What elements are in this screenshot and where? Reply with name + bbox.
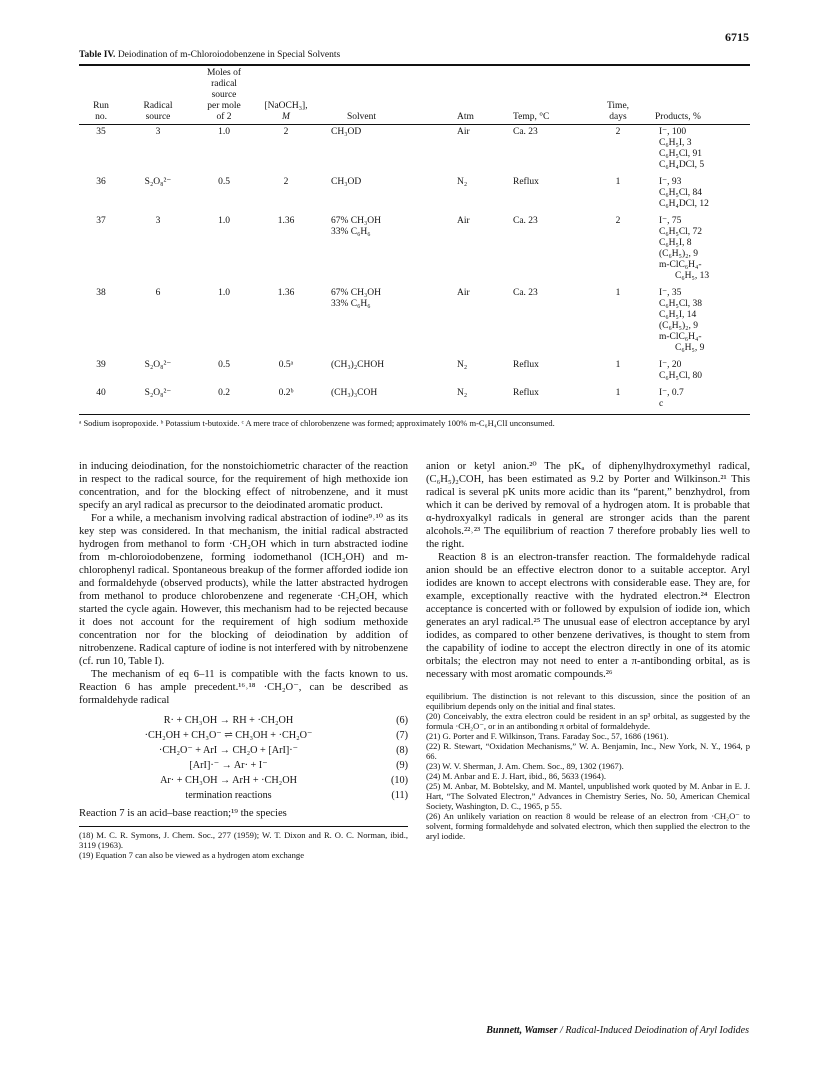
cell-naoch3: 0.2ᵇ — [278, 388, 294, 398]
cell-naoch3: 2 — [283, 177, 289, 187]
equation: R· + CH₃OH → RH + ·CH₂OH — [163, 715, 294, 726]
header-time: Time, days — [606, 101, 630, 122]
cell-time: 1 — [615, 288, 621, 298]
paragraph: anion or ketyl anion.²⁰ The pKₐ of diphenylhydroxymethyl radical, (C₆H₅)₂COH, has been estimated as 9.2 by Porter and Wilkinson.²¹ This radical is several pK units more acidic than its “parent,” benzhydrol, from which it can be derived by removal of a hydrogen atom. It is probable that α-hydroxyalkyl radicals in general are stronger acids than the parent alcohols.²²˒²³ The equilibrium of reaction 7 therefore probably lies well to the right. — [426, 461, 750, 550]
paragraph: Reaction 7 is an acid–base reaction;¹⁹ the species — [79, 808, 287, 819]
reference: (21) G. Porter and F. Wilkinson, Trans. Faraday Soc., 57, 1686 (1961). — [426, 731, 669, 741]
cell-naoch3: 0.5ᵃ — [278, 360, 294, 370]
product-entry: C₆H₅Cl, 91 — [659, 149, 703, 159]
equation-row — [79, 713, 408, 728]
solvent-entry: 67% CH₃OH — [331, 288, 382, 298]
cell-atm: N₂ — [457, 360, 468, 370]
cell-solvent — [317, 286, 457, 358]
equation-number: (8) — [396, 745, 408, 756]
header-products: Products, % — [655, 112, 701, 122]
product-entry: I⁻, 100 — [659, 127, 687, 137]
reference: equilibrium. The distinction is not relevant to this discussion, since the position of an equilibrium depends only on the initial and final states. — [426, 691, 750, 711]
equation: ·CH₂O⁻ + ArI → CH₂O + [ArI]·⁻ — [158, 745, 299, 756]
cell-moles: 0.5 — [218, 360, 230, 370]
cell-time: 1 — [615, 360, 621, 370]
reference: (20) Conceivably, the extra electron could be resident in an sp³ orbital, as suggested by the formula ·CH₂O⁻, or in an antibonding π orbital of formaldehyde. — [426, 711, 750, 731]
cell-run: 38 — [96, 288, 106, 298]
cell-moles: 1.0 — [218, 288, 230, 298]
product-entry: C₆H₅Cl, 38 — [659, 299, 703, 309]
table-row — [79, 386, 750, 414]
equation-row — [79, 773, 408, 788]
cell-radical-source: 3 — [155, 216, 161, 226]
solvent-entry: CH₃OD — [331, 177, 362, 187]
table-row — [79, 125, 750, 175]
cell-naoch3: 1.36 — [277, 216, 295, 226]
cell-run: 35 — [96, 127, 106, 137]
equation-number: (7) — [396, 730, 408, 741]
equation-number: (6) — [396, 715, 408, 726]
cell-radical-source: S₂O₈²⁻ — [144, 388, 172, 398]
cell-moles: 0.2 — [218, 388, 230, 398]
paragraph: The mechanism of eq 6–11 is compatible with the facts known to us. Reaction 6 has ample precedent.¹⁶˒¹⁸ ·CH₂O⁻, can be described as formaldehyde radical — [79, 669, 408, 706]
cell-run: 36 — [96, 177, 106, 187]
paragraph: in inducing deiodination, for the nonstoichiometric character of the reaction in respect to the radical source, for the requirement of high methoxide ion concentration, and for the blocking effect of nitrobenzene, and it must specify an aryl radical as precursor to the deiodinated aromatic product. — [79, 461, 408, 511]
cell-solvent — [317, 358, 457, 386]
header-solvent: Solvent — [347, 112, 377, 122]
cell-radical-source: S₂O₈²⁻ — [144, 177, 172, 187]
cell-products — [645, 386, 750, 414]
reference: (22) R. Stewart, “Oxidation Mechanisms,” W. A. Benjamin, Inc., New York, N. Y., 1964, p 66. — [426, 741, 750, 761]
cell-time: 1 — [615, 388, 621, 398]
solvent-entry: (CH₃)₃COH — [331, 388, 378, 398]
cell-products — [645, 286, 750, 358]
footer-authors: Bunnett, Wamser — [486, 1025, 558, 1036]
reference: (25) M. Anbar, M. Bobtelsky, and M. Mantel, unpublished work quoted by M. Anbar in E. J. Hart, “The Solvated Electron,” Advances in Chemistry Series, No. 50, American Chemical Society, Washington, D. C., 1965, p 55. — [426, 781, 750, 811]
product-entry: m-ClC₆H₄- — [659, 332, 702, 342]
product-entry: C₆H₅I, 8 — [659, 238, 692, 248]
cell-naoch3: 2 — [283, 127, 289, 137]
product-entry: I⁻, 93 — [659, 177, 682, 187]
cell-run: 37 — [96, 216, 106, 226]
table-body — [79, 125, 750, 414]
cell-temp: Ca. 23 — [513, 288, 538, 298]
cell-run: 39 — [96, 360, 106, 370]
cell-solvent — [317, 214, 457, 286]
equation-row — [79, 728, 408, 743]
equation: termination reactions — [185, 790, 272, 801]
table-footnote: ᵃ Sodium isopropoxide. ᵇ Potassium t-butoxide. ᶜ A mere trace of chlorobenzene was formed; approximately 100% m-C₆H₄ClI unconsumed. — [79, 418, 555, 428]
equation-block — [79, 713, 408, 803]
footer-title: Radical-Induced Deiodination of Aryl Iodides — [565, 1025, 749, 1036]
cell-temp: Reflux — [513, 177, 539, 187]
reference: (23) W. V. Sherman, J. Am. Chem. Soc., 89, 1302 (1967). — [426, 761, 624, 771]
table-title: Deiodination of m-Chloroiodobenzene in Special Solvents — [117, 50, 341, 60]
equation: ·CH₂OH + CH₃O⁻ ⇌ CH₃OH + ·CH₂O⁻ — [144, 730, 313, 741]
product-entry: C₆H₅Cl, 84 — [659, 188, 703, 198]
cell-moles: 1.0 — [218, 127, 230, 137]
table-row — [79, 286, 750, 358]
product-entry: c — [659, 399, 664, 409]
cell-products — [645, 214, 750, 286]
table-row — [79, 358, 750, 386]
cell-moles: 0.5 — [218, 177, 230, 187]
equation-row — [79, 788, 408, 803]
cell-temp: Ca. 23 — [513, 216, 538, 226]
left-references — [79, 826, 408, 860]
product-entry: C₆H₅I, 3 — [659, 138, 692, 148]
product-entry: (C₆H₅)₂, 9 — [659, 249, 698, 259]
product-entry: C₆H₄DCl, 5 — [659, 160, 705, 170]
product-entry: I⁻, 35 — [659, 288, 682, 298]
cell-products — [645, 358, 750, 386]
paragraph: For a while, a mechanism involving radical abstraction of iodine⁹˒¹⁰ as its key step was considered. In that mechanism, the initial radical abstracted hydrogen from methanol to form ·CH₂OH which in turn abstracted iodine from m-chloroiodobenzene, forming iodomethanol (ICH₂OH) and m-chlorophenyl radical. Spontaneous breakup of the former afforded iodide ion and formaldehyde (observed products), while the latter abstracted hydrogen from methanol to produce chlorobenzene and regenerate ·CH₂OH, which started the cycle again. However, this mechanism had to be rejected because it does not account for the requirement of high sodium methoxide concentration nor for the blocking of deiodination by addition of nitrobenzene. Radical capture of iodine is not interfered with by nitrobenzene (cf. run 10, Table I). — [79, 513, 408, 667]
cell-naoch3: 1.36 — [277, 288, 295, 298]
cell-temp: Reflux — [513, 360, 539, 370]
left-column — [79, 460, 408, 860]
table-row — [79, 214, 750, 286]
equation-number: (11) — [391, 790, 408, 801]
equation-number: (10) — [391, 775, 408, 786]
cell-radical-source: 6 — [155, 288, 161, 298]
product-entry: C₆H₅, 13 — [675, 271, 710, 281]
product-entry: C₆H₅Cl, 80 — [659, 371, 703, 381]
header-atm: Atm — [457, 112, 474, 122]
cell-temp: Ca. 23 — [513, 127, 538, 137]
reference: (18) M. C. R. Symons, J. Chem. Soc., 277 (1959); W. T. Dixon and R. O. C. Norman, ibid., 3119 (1963). — [79, 830, 408, 850]
reference: (19) Equation 7 can also be viewed as a hydrogen atom exchange — [79, 850, 305, 860]
cell-atm: N₂ — [457, 388, 468, 398]
cell-solvent — [317, 386, 457, 414]
cell-solvent — [317, 175, 457, 214]
product-entry: I⁻, 20 — [659, 360, 682, 370]
equation-row — [79, 743, 408, 758]
data-table — [79, 66, 750, 414]
table-row — [79, 175, 750, 214]
solvent-entry: CH₃OD — [331, 127, 362, 137]
cell-radical-source: 3 — [155, 127, 161, 137]
product-entry: m-ClC₆H₄- — [659, 260, 702, 270]
header-radical-source: Radical source — [143, 101, 173, 122]
cell-time: 1 — [615, 177, 621, 187]
cell-products — [645, 175, 750, 214]
solvent-entry: 33% C₆H₆ — [331, 227, 371, 237]
cell-time: 2 — [615, 216, 621, 226]
cell-moles: 1.0 — [218, 216, 230, 226]
cell-atm: Air — [457, 127, 470, 137]
product-entry: I⁻, 0.7 — [659, 388, 684, 398]
cell-temp: Reflux — [513, 388, 539, 398]
reference: (24) M. Anbar and E. J. Hart, ibid., 86, 5633 (1964). — [426, 771, 606, 781]
solvent-entry: 33% C₆H₆ — [331, 299, 371, 309]
product-entry: C₆H₅, 9 — [675, 343, 705, 353]
product-entry: C₆H₅Cl, 72 — [659, 227, 703, 237]
equation-row — [79, 758, 408, 773]
solvent-entry: 67% CH₃OH — [331, 216, 382, 226]
header-temp: Temp, °C — [513, 112, 550, 122]
reference: (26) An unlikely variation on reaction 8 would be release of an electron from ·CH₂O⁻ to solvent, forming formaldehyde and solvated electron, which then supplied the electron to the aryl iodide. — [426, 811, 750, 841]
product-entry: C₆H₄DCl, 12 — [659, 199, 709, 209]
cell-atm: Air — [457, 288, 470, 298]
table-label: Table IV. — [79, 50, 116, 60]
paragraph: Reaction 8 is an electron-transfer reaction. The formaldehyde radical anion should be an effective electron donor to a suitable acceptor. Aryl iodides are known to accept electrons with considerable ease. They are, for example, exceptionally reactive with the hydrated electron.²⁴ Electron acceptance is concerted with or followed by expulsion of iodide ion, which generates an aryl radical.²⁵ The unusual ease of electron acceptance by aryl iodides, as compared to other benzene derivatives, is thought to stem from the capability of iodine to accept the electron directly in one of its atomic orbitals; the electron may not need to enter a π-antibonding orbital, as is necessary with most aromatic compounds.²⁶ — [426, 552, 750, 680]
product-entry: C₆H₅I, 14 — [659, 310, 697, 320]
header-naoch3: [NaOCH₃], M — [264, 101, 308, 122]
product-entry: (C₆H₅)₂, 9 — [659, 321, 698, 331]
header-run: Run no. — [93, 101, 109, 122]
equation: [ArI]·⁻ → Ar· + I⁻ — [189, 760, 268, 771]
right-column — [426, 460, 750, 841]
cell-solvent — [317, 125, 457, 175]
equation-number: (9) — [396, 760, 408, 771]
product-entry: I⁻, 75 — [659, 216, 682, 226]
solvent-entry: (CH₃)₂CHOH — [331, 360, 385, 370]
cell-time: 2 — [615, 127, 621, 137]
table-caption — [79, 50, 340, 60]
cell-radical-source: S₂O₈²⁻ — [144, 360, 172, 370]
cell-run: 40 — [96, 388, 106, 398]
cell-atm: Air — [457, 216, 470, 226]
running-footer: Bunnett, Wamser / Radical-Induced Deiodination of Aryl Iodides — [486, 1025, 749, 1036]
table-header-row — [79, 66, 750, 124]
cell-atm: N₂ — [457, 177, 468, 187]
equation: Ar· + CH₃OH → ArH + ·CH₂OH — [160, 775, 297, 786]
page-number: 6715 — [725, 30, 749, 44]
cell-products — [645, 125, 750, 175]
table-iv — [79, 64, 750, 428]
header-moles: Moles of radical source per mole of 2 — [206, 68, 242, 122]
right-references — [426, 691, 750, 841]
